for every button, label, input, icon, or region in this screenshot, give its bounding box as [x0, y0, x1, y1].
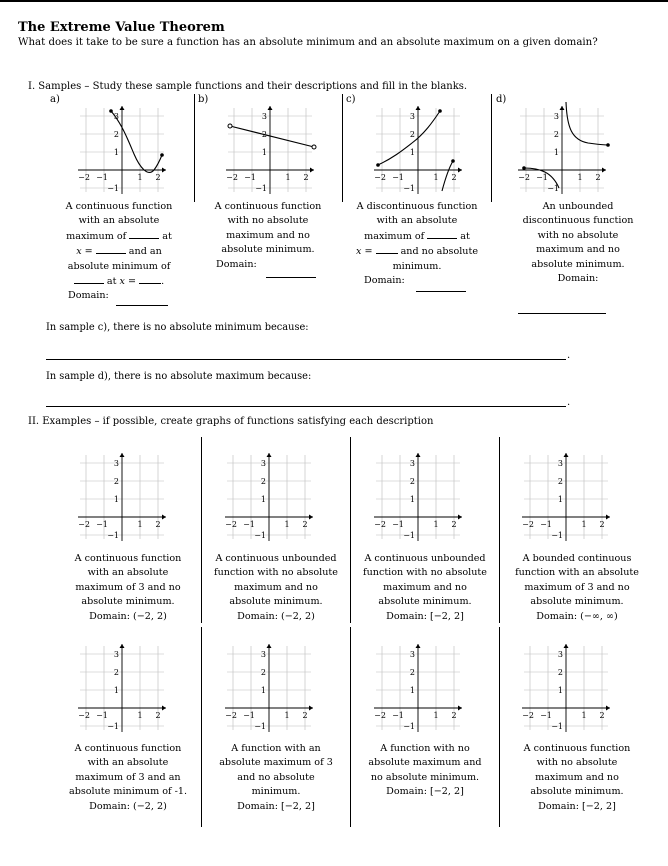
x-tick-label: 1: [433, 173, 439, 182]
y-tick-label: 3: [261, 112, 267, 121]
closed-endpoint: [451, 159, 455, 163]
y-arrowhead: [416, 453, 421, 457]
x-tick-label: −2: [78, 711, 90, 720]
x-tick-label: 2: [599, 711, 605, 720]
divider: [342, 94, 343, 202]
open-endpoint: [312, 145, 316, 149]
y-tick-label: 3: [409, 650, 415, 659]
x-arrowhead: [162, 706, 166, 711]
coordinate-grid: [374, 106, 462, 194]
y-arrowhead: [267, 453, 272, 457]
x-arrowhead: [606, 706, 610, 711]
y-tick-label: 2: [260, 477, 266, 486]
x-arrowhead: [309, 706, 313, 711]
divider: [491, 94, 492, 202]
y-tick-label: 2: [409, 130, 415, 139]
sample-a-letter: a): [50, 94, 60, 105]
y-arrowhead: [120, 453, 125, 457]
y-tick-label: 2: [409, 477, 415, 486]
x-tick-label: −1: [243, 520, 255, 529]
x-arrowhead: [458, 706, 462, 711]
page-title: The Extreme Value Theorem: [18, 20, 225, 35]
x-tick-label: 1: [284, 711, 290, 720]
y-tick-label: 3: [409, 112, 415, 121]
y-tick-label: 3: [113, 650, 119, 659]
x-tick-label: 1: [433, 520, 439, 529]
y-tick-label: −1: [107, 531, 119, 540]
y-tick-label: 2: [260, 668, 266, 677]
y-tick-label: 1: [261, 148, 267, 157]
top-rule: [0, 0, 668, 2]
example-2-description: A continuous unbounded function with no absolute maximum and no absolute minimum. Domain: (−2, 2): [214, 553, 338, 622]
y-arrowhead: [268, 106, 273, 110]
example-7-description: A function with no absolute maximum and no absolute minimum. Domain: [−2, 2]: [368, 743, 482, 798]
example-grid[interactable]: [522, 445, 622, 541]
x-tick-label: 1: [137, 173, 143, 182]
example-4-description: A bounded continuous function with an absolute maximum of 3 and no absolute minimum. Domain: (−∞, ∞): [515, 553, 639, 622]
x-tick-label: −2: [225, 711, 237, 720]
x-arrowhead: [602, 168, 606, 173]
x-tick-label: −1: [96, 711, 108, 720]
open-endpoint: [228, 124, 232, 128]
y-tick-label: 3: [113, 112, 119, 121]
x-tick-label: 2: [155, 173, 161, 182]
y-tick-label: 3: [409, 459, 415, 468]
y-tick-label: 2: [409, 668, 415, 677]
y-arrowhead: [120, 644, 125, 648]
x-tick-label: 2: [451, 173, 457, 182]
x-tick-label: 2: [155, 520, 161, 529]
x-tick-label: −2: [518, 173, 530, 182]
y-tick-label: 1: [113, 686, 119, 695]
x-tick-label: 1: [433, 711, 439, 720]
y-tick-label: −1: [551, 722, 563, 731]
x-tick-label: 2: [451, 711, 457, 720]
coordinate-grid: [78, 453, 166, 541]
y-tick-label: −1: [254, 722, 266, 731]
y-arrowhead: [564, 453, 569, 457]
y-tick-label: 2: [557, 668, 563, 677]
closed-endpoint: [438, 109, 442, 113]
x-tick-label: 1: [285, 173, 291, 182]
x-tick-label: −1: [243, 711, 255, 720]
x-tick-label: −2: [522, 711, 534, 720]
x-tick-label: 1: [577, 173, 583, 182]
example-grid[interactable]: [374, 445, 474, 541]
domain-blank-d[interactable]: [518, 304, 606, 314]
y-tick-label: 2: [557, 477, 563, 486]
sample-a-graph: [78, 98, 178, 194]
example-6-description: A function with an absolute maximum of 3 and no absolute minimum. Domain: [−2, 2]: [219, 743, 333, 812]
answer-line-d[interactable]: [46, 406, 566, 407]
x-tick-label: 1: [581, 520, 587, 529]
y-tick-label: 2: [553, 130, 559, 139]
x-tick-label: −1: [392, 520, 404, 529]
y-tick-label: 2: [113, 130, 119, 139]
x-tick-label: −2: [522, 520, 534, 529]
x-tick-label: −1: [392, 711, 404, 720]
domain-blank-b[interactable]: [266, 268, 316, 278]
sample-d-description: An unbounded discontinuous function with no absolute maximum and no absolute minimum. Domain:: [522, 201, 634, 285]
y-tick-label: 3: [260, 459, 266, 468]
sample-d-graph: [518, 98, 618, 194]
x-tick-label: 2: [451, 520, 457, 529]
coordinate-grid: [226, 106, 314, 194]
example-8-description: A continuous function with no absolute maximum and no absolute minimum. Domain: [−2, 2]: [523, 743, 631, 812]
y-tick-label: 1: [409, 148, 415, 157]
x-tick-label: −1: [540, 711, 552, 720]
closed-endpoint: [160, 153, 164, 157]
answer-line-c[interactable]: [46, 359, 566, 360]
coordinate-grid: [374, 644, 462, 732]
y-arrowhead: [564, 644, 569, 648]
question-d: In sample d), there is no absolute maximum because:: [46, 371, 312, 382]
coordinate-grid: [78, 644, 166, 732]
x-arrowhead: [310, 168, 314, 173]
x-tick-label: 1: [137, 711, 143, 720]
x-tick-label: 2: [599, 520, 605, 529]
blank-field[interactable]: [129, 229, 159, 239]
y-tick-label: −1: [107, 184, 119, 193]
x-tick-label: −2: [78, 520, 90, 529]
y-arrowhead: [416, 106, 421, 110]
y-arrowhead: [120, 106, 125, 110]
y-tick-label: 1: [113, 495, 119, 504]
x-tick-label: −2: [374, 711, 386, 720]
x-tick-label: 2: [302, 711, 308, 720]
section-2-heading: II. Examples – if possible, create graphs of functions satisfying each description: [28, 416, 434, 427]
example-3-description: A continuous unbounded function with no absolute maximum and no absolute minimum. Domain: [−2, 2]: [363, 553, 487, 622]
y-tick-label: 1: [557, 686, 563, 695]
y-tick-label: 1: [113, 148, 119, 157]
y-tick-label: 3: [557, 459, 563, 468]
sample-c-description: A discontinuous function with an absolute maximum of at x = and no absolute minimum. Domain:: [355, 201, 479, 287]
y-arrowhead: [267, 644, 272, 648]
y-tick-label: −1: [255, 184, 267, 193]
x-tick-label: 2: [155, 711, 161, 720]
x-tick-label: −2: [225, 520, 237, 529]
example-1-description: A continuous function with an absolute maximum of 3 and no absolute minimum. Domain: (−2, 2): [74, 553, 182, 622]
x-arrowhead: [606, 515, 610, 520]
y-tick-label: 3: [553, 112, 559, 121]
y-tick-label: −1: [403, 531, 415, 540]
y-tick-label: 1: [557, 495, 563, 504]
x-tick-label: −1: [536, 173, 548, 182]
x-tick-label: 1: [137, 520, 143, 529]
y-tick-label: 3: [260, 650, 266, 659]
y-arrowhead: [560, 106, 565, 110]
question-c: In sample c), there is no absolute minimum because:: [46, 322, 309, 333]
coordinate-grid: [522, 453, 610, 541]
coordinate-grid: [225, 644, 313, 732]
section-1-heading: I. Samples – Study these sample functions and their descriptions and fill in the blanks.: [28, 81, 468, 92]
blank-field[interactable]: [376, 244, 398, 254]
example-5-description: A continuous function with an absolute maximum of 3 and an absolute minimum of -1. Domain: (−2, 2): [69, 743, 187, 812]
x-tick-label: −2: [374, 520, 386, 529]
blank-field[interactable]: [139, 274, 161, 284]
y-tick-label: 2: [113, 668, 119, 677]
y-tick-label: 1: [260, 686, 266, 695]
x-arrowhead: [458, 168, 462, 173]
sample-b-graph: [226, 98, 326, 194]
answer-end-period: .: [567, 397, 571, 408]
coordinate-grid: [522, 644, 610, 732]
y-tick-label: −1: [403, 184, 415, 193]
closed-endpoint: [376, 163, 380, 167]
y-tick-label: −1: [547, 184, 559, 193]
closed-endpoint: [606, 143, 610, 147]
coordinate-grid: [225, 453, 313, 541]
domain-blank-a[interactable]: [116, 296, 168, 306]
y-tick-label: 1: [409, 495, 415, 504]
coordinate-grid: [374, 453, 462, 541]
blank-field[interactable]: [74, 274, 104, 284]
x-tick-label: 2: [302, 520, 308, 529]
y-tick-label: 3: [557, 650, 563, 659]
coordinate-grid: [78, 106, 166, 194]
x-tick-label: 2: [595, 173, 601, 182]
x-tick-label: −1: [540, 520, 552, 529]
example-grid[interactable]: [225, 636, 325, 732]
x-tick-label: 1: [284, 520, 290, 529]
x-tick-label: 1: [581, 711, 587, 720]
page-subtitle: What does it take to be sure a function has an absolute minimum and an absolute maximum on a given domain?: [18, 37, 598, 48]
x-tick-label: −1: [244, 173, 256, 182]
example-grid[interactable]: [374, 636, 474, 732]
x-arrowhead: [162, 515, 166, 520]
x-tick-label: −1: [96, 520, 108, 529]
y-tick-label: 3: [113, 459, 119, 468]
y-tick-label: 2: [113, 477, 119, 486]
example-grid[interactable]: [225, 445, 325, 541]
domain-blank-c[interactable]: [416, 282, 466, 292]
x-arrowhead: [458, 515, 462, 520]
x-tick-label: 2: [303, 173, 309, 182]
y-tick-label: −1: [551, 531, 563, 540]
answer-end-period: .: [567, 350, 571, 361]
divider: [194, 94, 195, 202]
y-tick-label: −1: [254, 531, 266, 540]
example-grid[interactable]: [78, 636, 178, 732]
sample-b-description: A continuous function with no absolute maximum and no absolute minimum. Domain:: [214, 201, 322, 270]
y-tick-label: −1: [403, 722, 415, 731]
x-tick-label: −2: [374, 173, 386, 182]
example-grid[interactable]: [78, 445, 178, 541]
sample-d-right-piece: [566, 102, 608, 145]
y-tick-label: −1: [107, 722, 119, 731]
y-tick-label: 1: [553, 148, 559, 157]
blank-field[interactable]: [96, 244, 126, 254]
example-grid[interactable]: [522, 636, 622, 732]
y-tick-label: 1: [260, 495, 266, 504]
sample-a-description: A continuous function with an absolute maximum of at x = and an absolute minimum of at x = . Domain:: [65, 201, 173, 302]
sample-d-letter: d): [496, 94, 507, 105]
x-arrowhead: [162, 168, 166, 173]
x-tick-label: −2: [226, 173, 238, 182]
x-tick-label: −1: [392, 173, 404, 182]
y-tick-label: 2: [261, 130, 267, 139]
sample-b-line: [230, 126, 314, 147]
closed-endpoint: [109, 109, 113, 113]
coordinate-grid: [518, 106, 606, 194]
y-tick-label: 1: [409, 686, 415, 695]
x-tick-label: −2: [78, 173, 90, 182]
sample-c-letter: c): [346, 94, 356, 105]
x-tick-label: −1: [96, 173, 108, 182]
x-arrowhead: [309, 515, 313, 520]
sample-c-graph: [374, 98, 474, 194]
y-arrowhead: [416, 644, 421, 648]
blank-field[interactable]: [427, 229, 457, 239]
sample-b-letter: b): [198, 94, 209, 105]
